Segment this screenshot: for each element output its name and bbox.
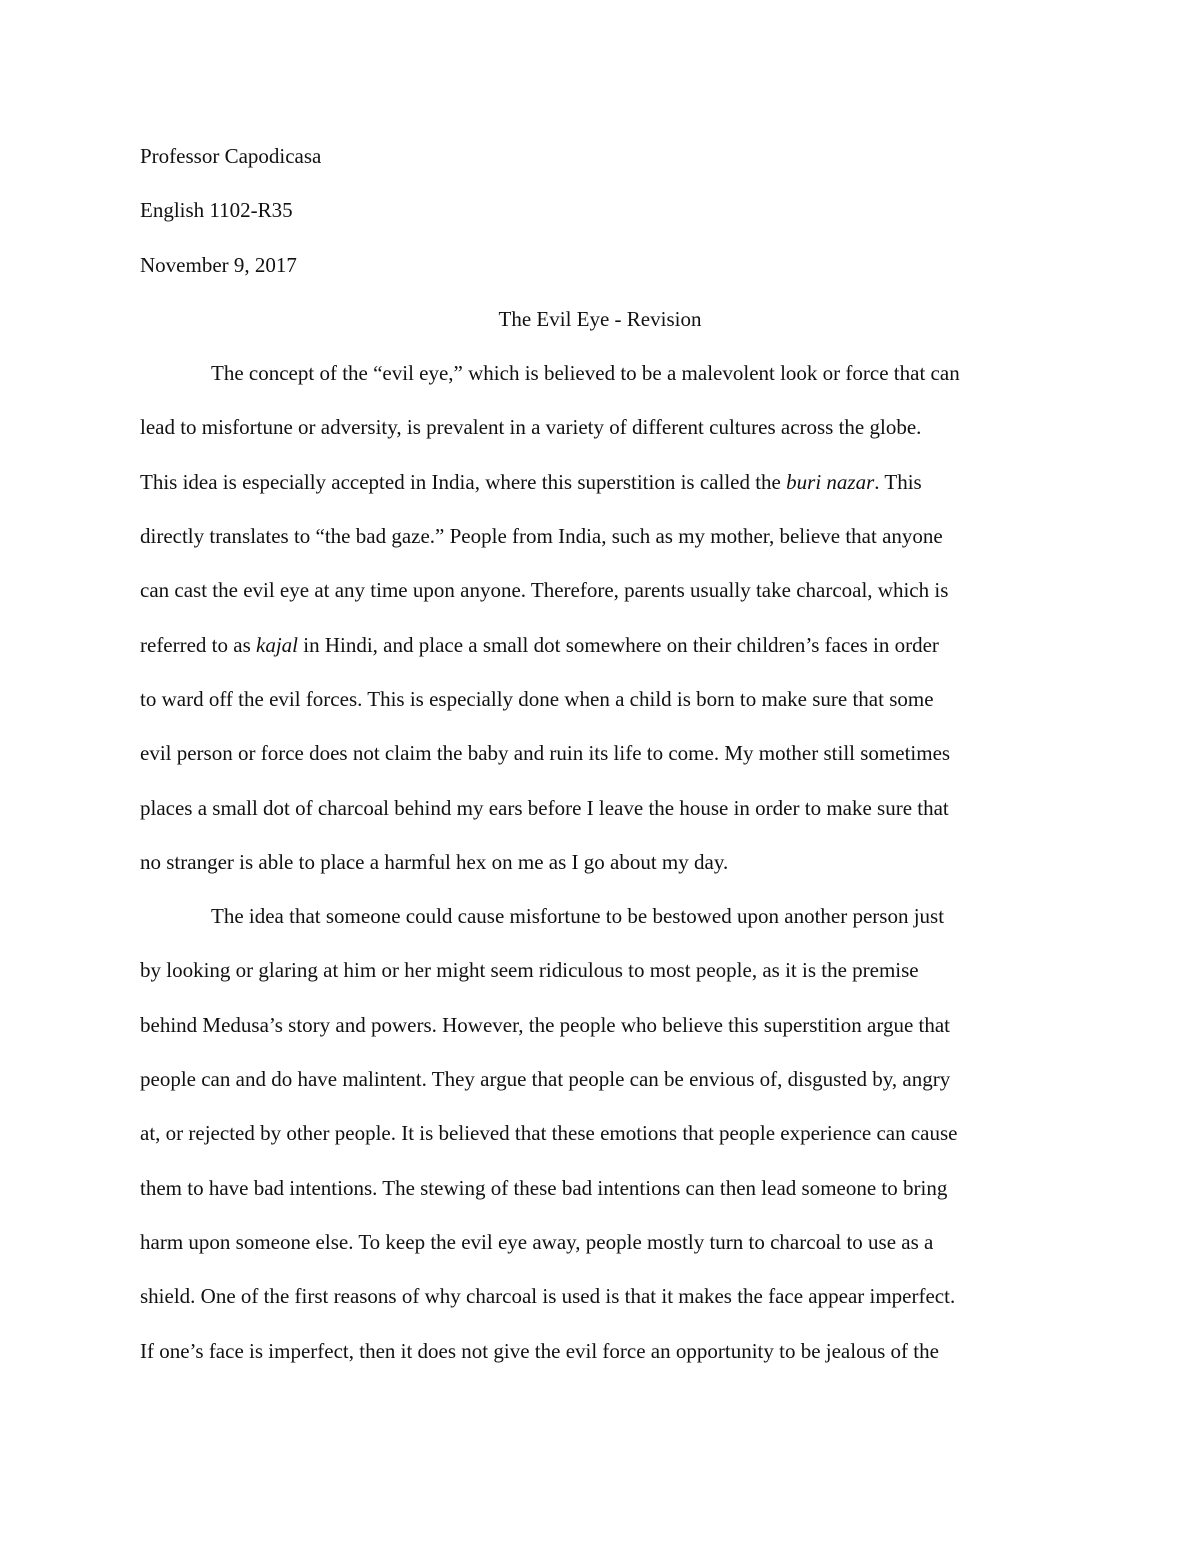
paragraph-line: If one’s face is imperfect, then it does not give the evil force an opportunity to be jealous of the bbox=[140, 1338, 939, 1363]
document-body bbox=[140, 129, 1060, 1378]
course-name: English 1102-R35 bbox=[140, 198, 293, 223]
paragraph-line: can cast the evil eye at any time upon anyone. Therefore, parents usually take charcoal, which is bbox=[140, 578, 949, 603]
paragraph-1 bbox=[140, 346, 1060, 889]
text-run: in Hindi, and place a small dot somewhere on their children’s faces in order bbox=[298, 632, 939, 657]
paragraph-line: at, or rejected by other people. It is believed that these emotions that people experience can cause bbox=[140, 1121, 958, 1146]
italic-term-buri-nazar: buri nazar bbox=[786, 469, 875, 494]
text-run: This idea is especially accepted in India, where this superstition is called the bbox=[140, 469, 787, 494]
text-run: referred to as bbox=[140, 632, 257, 657]
document-title: The Evil Eye - Revision bbox=[498, 306, 702, 331]
paragraph-line: places a small dot of charcoal behind my ears before I leave the house in order to make sure that bbox=[140, 795, 949, 820]
paragraph-line: by looking or glaring at him or her might seem ridiculous to most people, as it is the premise bbox=[140, 958, 919, 983]
text-run: . This bbox=[874, 469, 922, 494]
paragraph-line: shield. One of the first reasons of why charcoal is used is that it makes the face appear imperfect. bbox=[140, 1284, 956, 1309]
professor-name: Professor Capodicasa bbox=[140, 144, 322, 168]
italic-term-kajal: kajal bbox=[256, 632, 299, 657]
paragraph-line bbox=[140, 455, 1060, 509]
paragraph-line: them to have bad intentions. The stewing of these bad intentions can then lead someone to bring bbox=[140, 1175, 948, 1200]
paragraph-line: directly translates to “the bad gaze.” People from India, such as my mother, believe that anyone bbox=[140, 524, 943, 549]
paragraph-line: people can and do have malintent. They argue that people can be envious of, disgusted by, angry bbox=[140, 1067, 951, 1092]
document-date: November 9, 2017 bbox=[140, 252, 297, 277]
paragraph-line: The idea that someone could cause misfortune to be bestowed upon another person just bbox=[211, 904, 945, 929]
paragraph-line: to ward off the evil forces. This is especially done when a child is born to make sure that some bbox=[140, 686, 934, 711]
paragraph-line: behind Medusa’s story and powers. However, the people who believe this superstition argue that bbox=[140, 1012, 951, 1037]
paragraph-line bbox=[140, 618, 1060, 672]
paragraph-line: lead to misfortune or adversity, is prevalent in a variety of different cultures across the globe. bbox=[140, 415, 922, 440]
paragraph-line: no stranger is able to place a harmful hex on me as I go about my day. bbox=[140, 849, 729, 874]
paragraph-line: harm upon someone else. To keep the evil eye away, people mostly turn to charcoal to use as a bbox=[140, 1229, 934, 1254]
paragraph-line: evil person or force does not claim the baby and ruin its life to come. My mother still sometimes bbox=[140, 741, 951, 766]
paragraph-2 bbox=[140, 889, 1060, 1378]
paragraph-line: The concept of the “evil eye,” which is believed to be a malevolent look or force that can bbox=[211, 361, 960, 386]
